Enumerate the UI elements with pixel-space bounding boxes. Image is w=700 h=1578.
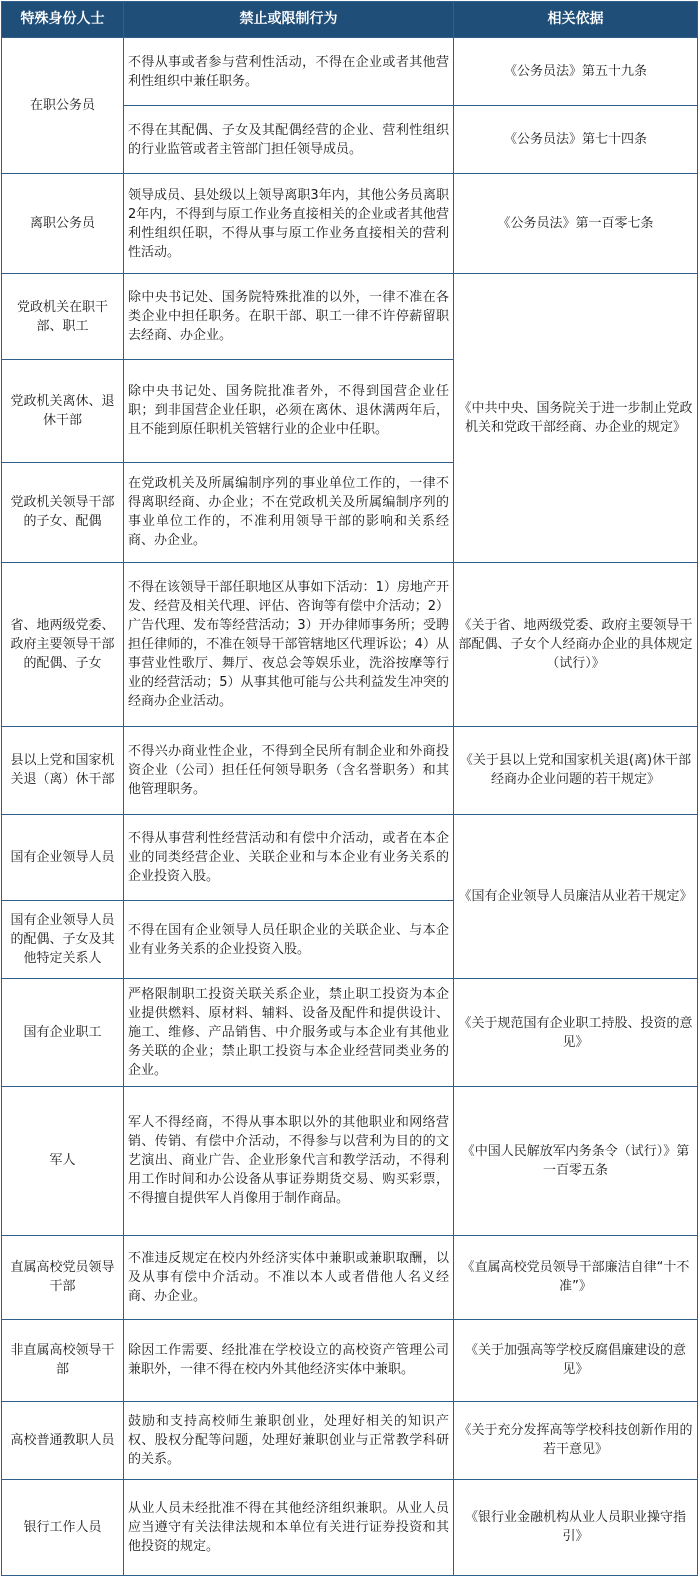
identity-cell: 离职公务员 (2, 174, 124, 274)
basis-cell: 《直属高校党员领导干部廉洁自律“十不准”》 (454, 1235, 698, 1319)
table-row (2, 1401, 698, 1479)
header-basis: 相关依据 (454, 2, 698, 38)
behavior-cell: 在党政机关及所属编制序列的事业单位工作的，一律不得离职经商、办企业；不在党政机关及所属编制序列的事业单位工作的，不准利用领导干部的影响和关系经商、办企业。 (124, 462, 454, 562)
behavior-cell: 不得在该领导干部任职地区从事如下活动：1）房地产开发、经营及相关代理、评估、咨询等有偿中介活动；2）广告代理、发布等经营活动；3）开办律师事务所；受聘担任律师的，不准在领导干部管辖地区代理诉讼；4）从事营业性歌厅、舞厅、夜总会等娱乐业，洗浴按摩等行业的经营活动；5）从事其他可能与公共利益发生冲突的经商办企业活动。 (124, 562, 454, 726)
header-behavior: 禁止或限制行为 (124, 2, 454, 38)
identity-cell: 国有企业领导人员的配偶、子女及其他特定关系人 (2, 901, 124, 979)
basis-cell: 《国有企业领导人员廉洁从业若干规定》 (454, 814, 698, 978)
restrictions-table (1, 1, 698, 1576)
table-row (2, 562, 698, 726)
identity-cell: 高校普通教职人员 (2, 1401, 124, 1479)
table-row (2, 1087, 698, 1235)
basis-cell: 《关于加强高等学校反腐倡廉建设的意见》 (454, 1319, 698, 1401)
behavior-cell: 不准违反规定在校内外经济实体中兼职或兼职取酬，以及从事有偿中介活动。不准以本人或者借他人名义经商、办企业。 (124, 1235, 454, 1319)
identity-cell: 银行工作人员 (2, 1479, 124, 1575)
identity-cell: 国有企业领导人员 (2, 814, 124, 900)
identity-cell: 党政机关在职干部、职工 (2, 274, 124, 360)
table-row (2, 1319, 698, 1401)
identity-cell: 国有企业职工 (2, 979, 124, 1087)
table-row (2, 38, 698, 106)
identity-cell: 党政机关领导干部的子女、配偶 (2, 462, 124, 562)
behavior-cell: 军人不得经商，不得从事本职以外的其他职业和网络营销、传销、有偿中介活动，不得参与以营利为目的的文艺演出、商业广告、企业形象代言和教学活动，不得利用工作时间和办公设备从事证券期货交易、购买彩票，不得擅自提供军人肖像用于制作商品。 (124, 1087, 454, 1235)
behavior-cell: 不得从事营利性经营活动和有偿中介活动，或者在本企业的同类经营企业、关联企业和与本企业有业务关系的企业投资入股。 (124, 814, 454, 900)
basis-cell: 《公务员法》第五十九条 (454, 38, 698, 106)
behavior-cell: 鼓励和支持高校师生兼职创业，处理好相关的知识产权、股权分配等问题，处理好兼职创业与正常教学科研的关系。 (124, 1401, 454, 1479)
basis-cell: 《关于充分发挥高等学校科技创新作用的若干意见》 (454, 1401, 698, 1479)
basis-cell: 《公务员法》第七十四条 (454, 106, 698, 174)
header-identity: 特殊身份人士 (2, 2, 124, 38)
identity-cell: 县以上党和国家机关退（离）休干部 (2, 726, 124, 814)
behavior-cell: 不得在国有企业领导人员任职企业的关联企业、与本企业有业务关系的企业投资入股。 (124, 901, 454, 979)
table-row (2, 274, 698, 360)
behavior-cell: 不得兴办商业性企业，不得到全民所有制企业和外商投资企业（公司）担任任何领导职务（含名誉职务）和其他管理职务。 (124, 726, 454, 814)
behavior-cell: 从业人员未经批准不得在其他经济组织兼职。从业人员应当遵守有关法律法规和本单位有关进行证券投资和其他投资的规定。 (124, 1479, 454, 1575)
identity-cell: 在职公务员 (2, 38, 124, 174)
behavior-cell: 不得在其配偶、子女及其配偶经营的企业、营利性组织的行业监管或者主管部门担任领导成员。 (124, 106, 454, 174)
header-row (2, 2, 698, 38)
behavior-cell: 严格限制职工投资关联关系企业，禁止职工投资为本企业提供燃料、原材料、辅料、设备及配件和提供设计、施工、维修、产品销售、中介服务或与本企业有其他业务关联的企业；禁止职工投资与本企业经营同类业务的企业。 (124, 979, 454, 1087)
basis-cell: 《关于规范国有企业职工持股、投资的意见》 (454, 979, 698, 1087)
table-row (2, 726, 698, 814)
identity-cell: 直属高校党员领导干部 (2, 1235, 124, 1319)
behavior-cell: 除中央书记处、国务院批准者外，不得到国营企业任职；到非国营企业任职，必须在离休、退休满两年后，且不能到原任职机关管辖行业的企业中任职。 (124, 360, 454, 462)
table-row (2, 174, 698, 274)
behavior-cell: 领导成员、县处级以上领导离职3年内，其他公务员离职2年内，不得到与原工作业务直接相关的企业或者其他营利性组织任职，不得从事与原工作业务直接相关的营利性活动。 (124, 174, 454, 274)
identity-cell: 党政机关离休、退休干部 (2, 360, 124, 462)
behavior-cell: 除因工作需要、经批准在学校设立的高校资产管理公司兼职外，一律不得在校内外其他经济实体中兼职。 (124, 1319, 454, 1401)
table-row (2, 814, 698, 900)
basis-cell: 《关于县以上党和国家机关退(离)休干部经商办企业问题的若干规定》 (454, 726, 698, 814)
identity-cell: 非直属高校领导干部 (2, 1319, 124, 1401)
table-row (2, 1235, 698, 1319)
identity-cell: 省、地两级党委、政府主要领导干部的配偶、子女 (2, 562, 124, 726)
basis-cell: 《公务员法》第一百零七条 (454, 174, 698, 274)
identity-cell: 军人 (2, 1087, 124, 1235)
basis-cell: 《中共中央、国务院关于进一步制止党政机关和党政干部经商、办企业的规定》 (454, 274, 698, 562)
basis-cell: 《关于省、地两级党委、政府主要领导干部配偶、子女个人经商办企业的具体规定（试行）》 (454, 562, 698, 726)
behavior-cell: 不得从事或者参与营利性活动，不得在企业或者其他营利性组织中兼任职务。 (124, 38, 454, 106)
basis-cell: 《中国人民解放军内务条令（试行）》第一百零五条 (454, 1087, 698, 1235)
table-row (2, 1479, 698, 1575)
basis-cell: 《银行业金融机构从业人员职业操守指引》 (454, 1479, 698, 1575)
behavior-cell: 除中央书记处、国务院特殊批准的以外，一律不准在各类企业中担任职务。在职干部、职工一律不许停薪留职去经商、办企业。 (124, 274, 454, 360)
table-row (2, 979, 698, 1087)
